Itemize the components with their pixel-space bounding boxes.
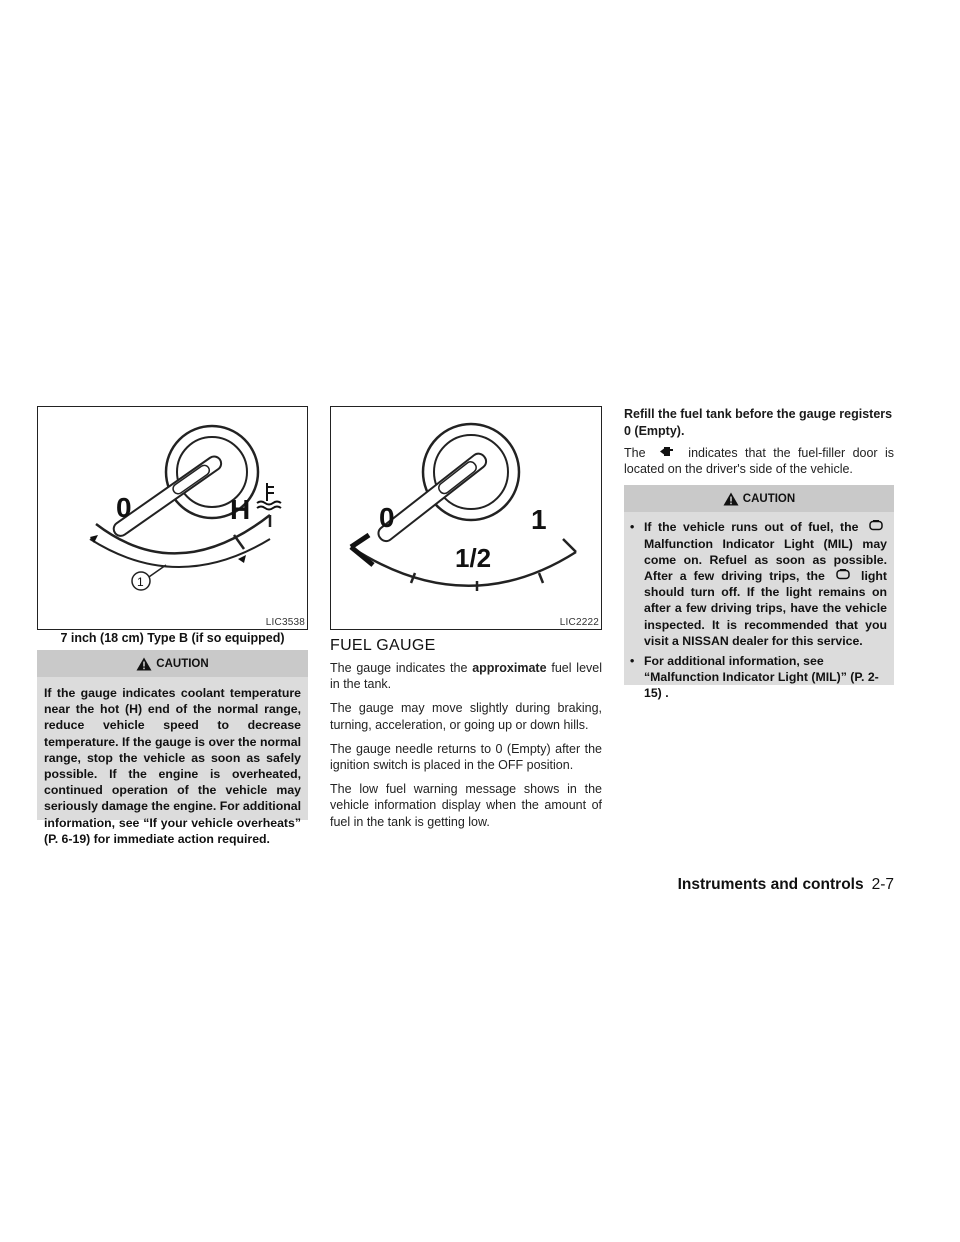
caution-heading [624,485,894,512]
coolant-gauge-figure [37,406,308,630]
figure-caption: 7 inch (18 cm) Type B (if so equipped) [60,631,285,645]
caution-text: If the gauge indicates coolant temperature near the hot (H) end of the normal range, reduce vehicle speed to decrease temperature. If the gauge is over the normal range, stop the vehicle as soon as safely possible. If the engine is overheated, continued operation of the vehicle may seriously damage the engine. For additional information, see “If your vehicle overheats” (P. 6-19) for immediate action required. [44,686,301,846]
coolant-temperature-icon [257,483,281,510]
engine-check-icon [865,519,887,535]
page-footer [678,876,894,894]
gauge-label-one: 1 [531,504,547,535]
paragraph: The gauge needle returns to 0 (Empty) after the ignition switch is placed in the OFF position. [330,741,602,773]
figure-code: LIC3538 [265,617,305,628]
fuel-gauge-figure [330,406,602,630]
refill-note: Refill the fuel tank before the gauge registers 0 (Empty). [624,407,893,438]
gauge-label-zero: 0 [116,492,132,523]
right-column [624,406,894,701]
caution-heading-text: CAUTION [742,492,796,505]
coolant-gauge-illustration [38,407,307,629]
warning-triangle-icon [723,492,739,506]
fuel-caution-box [624,485,894,701]
coolant-caution-box [37,650,308,846]
page-number: 2-7 [871,876,894,893]
gauge-label-h: H [230,494,251,525]
figure-code: LIC2222 [559,617,599,628]
section-title: FUEL GAUGE [330,637,436,654]
gauge-label-half: 1/2 [455,543,492,573]
caution-heading [37,650,308,677]
engine-check-icon [832,568,854,584]
caution-bullet: • For additional information, see “Malfunction Indicator Light (MIL)” (P. 2-15) . [630,654,879,701]
paragraph: The low fuel warning message shows in the vehicle information display when the amount of fuel in the tank is getting low. [330,782,602,829]
fuel-gauge-body [330,660,602,838]
paragraph: The gauge indicates the approximate fuel level in the tank. [330,661,603,692]
fuel-filler-paragraph: The indicates that the fuel-filler door is located on the driver's side of the vehicle. [624,446,894,477]
caution-bullet: • If the vehicle runs out of fuel, the Malfunction Indicator Light (MIL) may come on. Refuel as soon as possible. After a few driving trips, the light should turn off. If the light remains on after a few driving trips, have the vehicle inspected. It is recommended that you visit a NISSAN dealer for this service. [630,520,887,648]
paragraph: The gauge may move slightly during braking, turning, acceleration, or going up or down hills. [330,701,602,732]
callout-number: 1 [137,575,144,589]
caution-heading-text: CAUTION [156,657,209,670]
fuel-filler-door-icon [653,445,681,461]
emphasis: approximate [472,661,547,675]
gauge-label-zero: 0 [379,502,395,533]
footer-section: Instruments and controls [677,876,864,893]
warning-triangle-icon [136,657,152,671]
fuel-gauge-illustration [331,407,601,629]
